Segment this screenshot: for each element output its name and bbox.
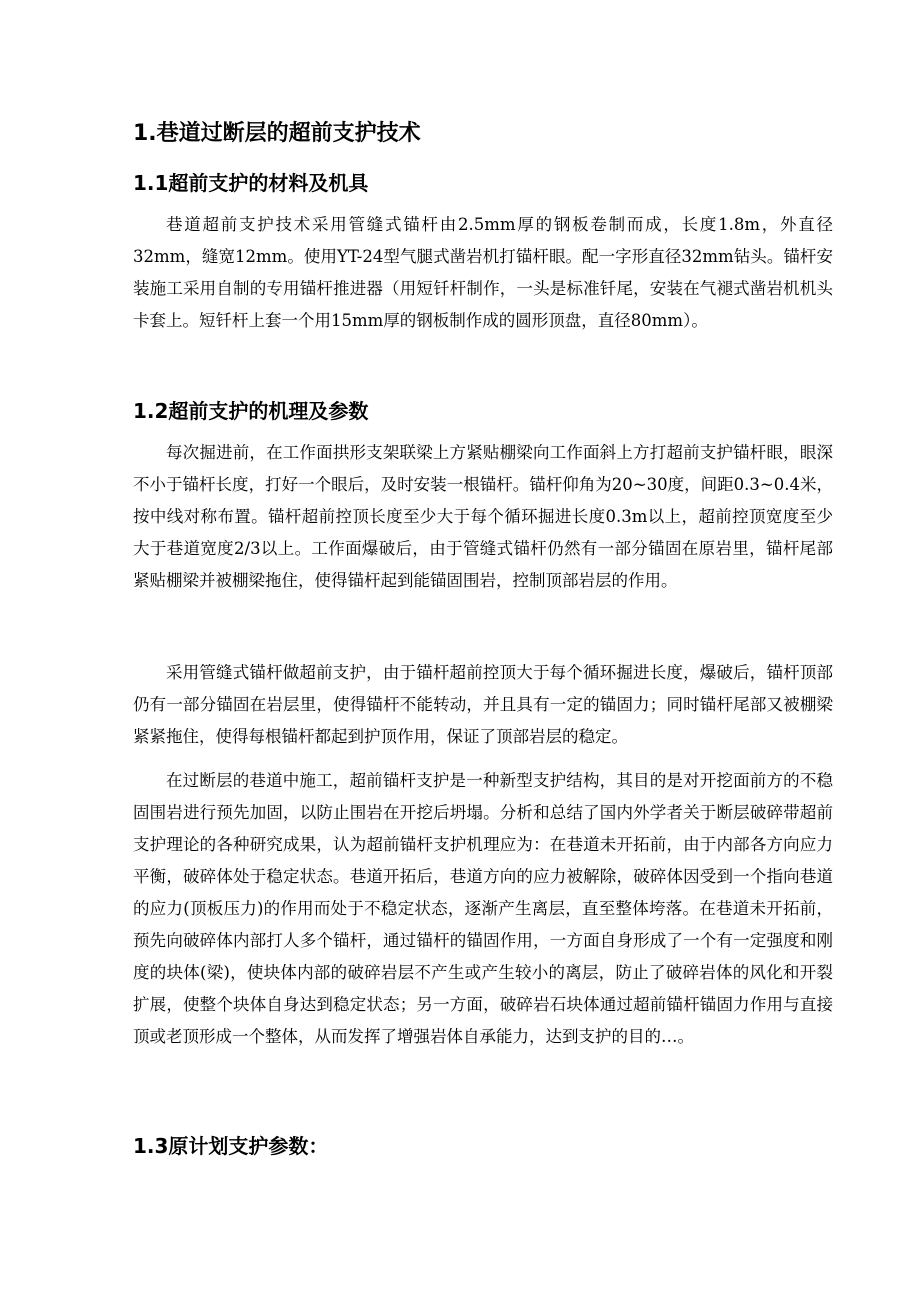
main-heading: 1.巷道过断层的超前支护技术	[133, 121, 421, 146]
section-1-1-title: 1.1超前支护的材料及机具	[133, 171, 369, 195]
section-1-1-paragraph: 巷道超前支护技术采用管缝式锚杆由2.5mm厚的钢板卷制而成，长度1.8m，外直径32mm，缝宽12mm。使用YT-24型气腿式凿岩机打锚杆眼。配一字形直径32mm钻头。锚杆安装施工采用自制的专用锚杆推进器（用短钎杆制作，一头是标准钎尾，安装在气褪式凿岩机机头卡套上。短钎杆上套一个用15mm厚的钢板制作成的圆形顶盘，直径80mm）。	[133, 215, 833, 330]
section-1-3-title: 1.3原计划支护参数：	[133, 1134, 329, 1158]
section-1-2-paragraph-3: 在过断层的巷道中施工，超前锚杆支护是一种新型支护结构，其目的是对开挖面前方的不稳固围岩进行预先加固，以防止围岩在开挖后坍塌。分析和总结了国内外学者关于断层破碎带超前支护理论的各种研究成果，认为超前锚杆支护机理应为：在巷道未开拓前，由于内部各方向应力平衡，破碎体处于稳定状态。巷道开拓后，巷道方向的应力被解除，破碎体因受到一个指向巷道的应力(顶板压力)的作用而处于不稳定状态，逐渐产生离层，直至整体垮落。在巷道未开拓前，预先向破碎体内部打人多个锚杆，通过锚杆的锚固作用，一方面自身形成了一个有一定强度和刚度的块体(梁)，使块体内部的破碎岩层不产生或产生较小的离层，防止了破碎岩体的风化和开裂扩展，使整个块体自身达到稳定状态；另一方面，破碎岩石块体通过超前锚杆锚固力作用与直接顶或老顶形成一个整体，从而发挥了增强岩体自承能力，达到支护的目的…。	[133, 771, 833, 1046]
section-1-2-paragraph-1: 每次掘进前，在工作面拱形支架联梁上方紧贴棚梁向工作面斜上方打超前支护锚杆眼，眼深不小于锚杆长度，打好一个眼后，及时安装一根锚杆。锚杆仰角为20~30度，间距0.3~0.4米，按中线对称布置。锚杆超前控顶长度至少大于每个循环掘进长度0.3m以上，超前控顶宽度至少大于巷道宽度2/3以上。工作面爆破后，由于管缝式锚杆仍然有一部分锚固在原岩里，锚杆尾部紧贴棚梁并被棚梁拖住，使得锚杆起到能锚固围岩，控制顶部岩层的作用。	[133, 443, 833, 590]
section-1-2-paragraph-2: 采用管缝式锚杆做超前支护，由于锚杆超前控顶大于每个循环掘进长度，爆破后，锚杆顶部仍有一部分锚固在岩层里，使得锚杆不能转动，并且具有一定的锚固力；同时锚杆尾部又被棚梁紧紧拖住，使得每根锚杆都起到护顶作用，保证了顶部岩层的稳定。	[133, 663, 833, 746]
section-1-2-title: 1.2超前支护的机理及参数	[133, 399, 369, 423]
